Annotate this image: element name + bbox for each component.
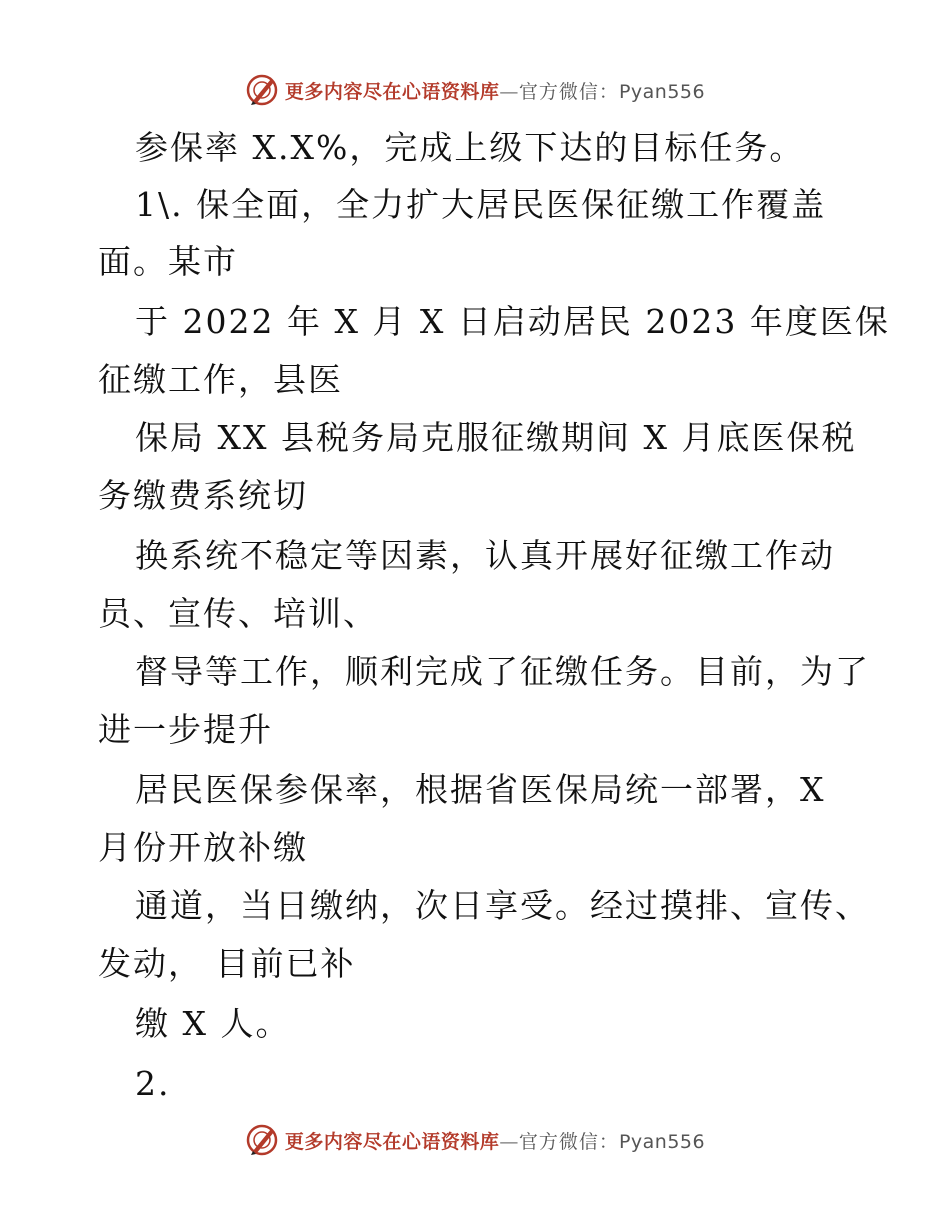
pen-circle-icon [245,1123,279,1157]
watermark-wechat-id: Pyan556 [618,80,706,103]
watermark-brand: 更多内容尽在心语资料库 [284,80,500,103]
body-line: 员、宣传、培训、 [98,594,378,633]
body-line: 通道，当日缴纳，次日享受。经过摸排、宣传、 [135,886,870,925]
body-line: 于 2022 年 X 月 X 日启动居民 2023 年度医保 [135,302,890,341]
body-line: 征缴工作，县医 [98,360,343,399]
watermark-wechat-label: 官方微信： [518,80,619,103]
body-line: 居民医保参保率，根据省医保局统一部署，X [135,770,826,809]
body-line: 缴 X 人。 [135,1004,291,1043]
watermark-separator: — [499,80,519,103]
body-line: 2. [135,1064,171,1103]
body-line: 保局 XX 县税务局克服征缴期间 X 月底医保税 [135,418,857,457]
pen-circle-icon [245,73,279,107]
body-line: 月份开放补缴 [98,828,308,867]
body-line: 面。某市 [98,242,238,281]
body-line: 1\. 保全面，全力扩大居民医保征缴工作覆盖 [135,185,827,224]
header-watermark [0,70,950,110]
footer-watermark [0,1120,950,1160]
watermark-text [285,1127,705,1154]
body-line: 进一步提升 [98,710,273,749]
watermark-brand: 更多内容尽在心语资料库 [284,1130,500,1153]
watermark-wechat-id: Pyan556 [618,1130,706,1153]
watermark-wechat-label: 官方微信： [518,1130,619,1153]
watermark-separator: — [499,1130,519,1153]
body-line: 督导等工作，顺利完成了征缴任务。目前，为了 [135,652,870,691]
body-line: 参保率 X.X%，完成上级下达的目标任务。 [135,128,805,167]
body-line: 发动， 目前已补 [98,944,356,983]
body-line: 务缴费系统切 [98,476,308,515]
body-line: 换系统不稳定等因素，认真开展好征缴工作动 [135,536,835,575]
watermark-text [285,77,705,104]
